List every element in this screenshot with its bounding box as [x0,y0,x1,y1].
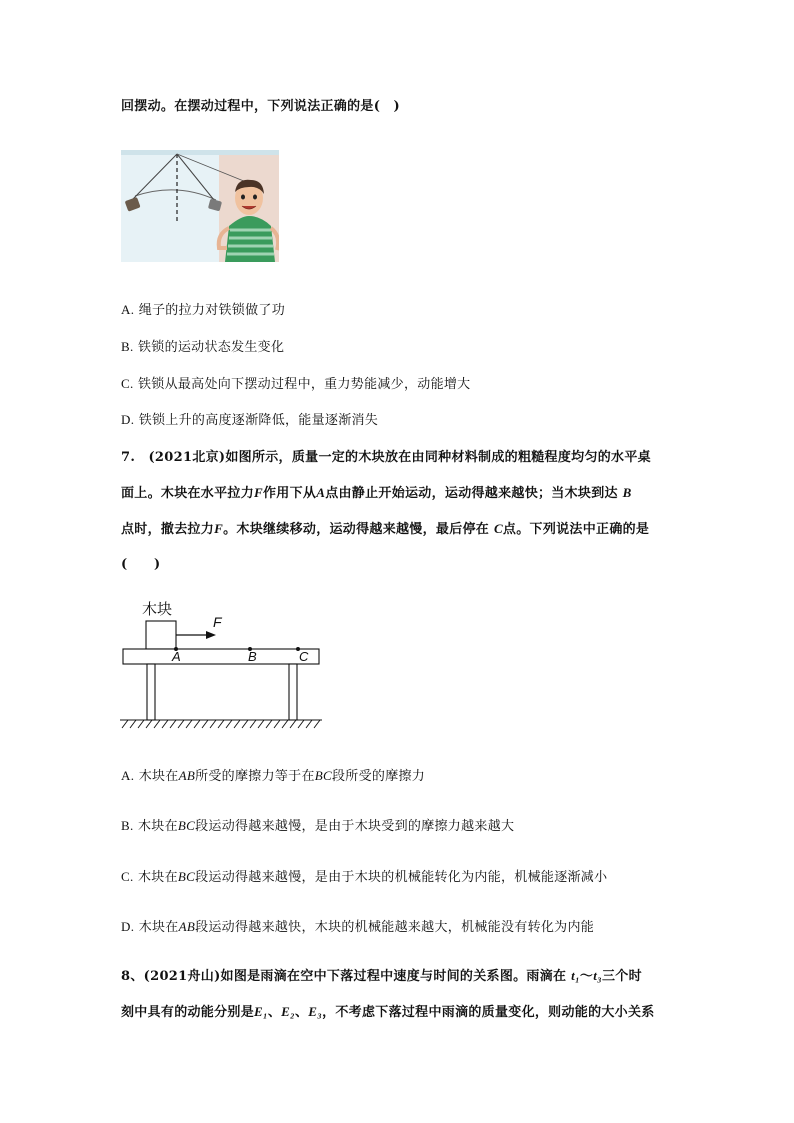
segment-label: BC [314,768,332,783]
text: 面上。木块在水平拉力 [121,486,255,501]
var-e1: E₁ [254,1004,268,1019]
segment-label: BC [177,869,196,884]
arrow-head-icon [206,631,216,639]
force-label: F [213,614,222,630]
q6-stem-tail: 回摆动。在摆动过程中，下列说法正确的是( ) [121,99,400,114]
text: 。木块继续移动，运动得越来越慢，最后停在 [223,522,490,537]
var-e2: E₂ [281,1004,295,1019]
q6-option-d [121,409,378,428]
text: 、 [267,1005,282,1020]
option-letter: B. [121,339,134,354]
segment-label: BC [177,818,196,833]
option-text: 铁锁的运动状态发生变化 [137,340,285,355]
text: 三个时 [601,969,642,984]
text: 段所受的摩擦力 [332,769,426,784]
text: 8、(2021舟山)如图是雨滴在空中下落过程中速度与时间的关系图。雨滴在 [121,969,567,984]
table-leg-right [289,664,297,720]
point-b-label: B [248,649,257,664]
segment-label: AB [178,768,196,783]
q7-stem-line-3 [121,518,649,537]
q7-option-a [121,765,425,784]
text: 点时，撤去拉力 [121,522,215,537]
text: 、 [294,1005,309,1020]
q7-option-b [121,815,514,834]
q6-option-a [121,299,285,318]
wood-block [146,621,176,649]
var-e3: E₃ [308,1004,323,1019]
q6-option-b [121,336,284,355]
text: 木块在 [137,870,178,885]
block-label: 木块 [142,601,173,618]
var-a: A [316,485,326,500]
text: 段运动得越来越快，木块的机械能越来越大，机械能没有转化为内能 [195,920,595,935]
option-letter: D. [121,412,135,427]
option-letter: D. [121,919,135,934]
text: 木块在 [137,819,178,834]
option-letter: B. [121,818,134,833]
q7-answer-paren: ( ) [121,557,161,572]
var-f: F [254,485,263,500]
table-leg-left [147,664,155,720]
option-letter: A. [121,768,135,783]
text: 所受的摩擦力等于在 [195,769,315,784]
text: 段运动得越来越慢，是由于木块受到的摩擦力越来越大 [195,819,515,834]
text: 点。下列说法中正确的是 [502,522,650,537]
var-t3: t₃ [593,968,602,983]
option-text: 铁锁上升的高度逐渐降低，能量逐渐消失 [138,413,379,428]
text: 段运动得越来越慢，是由于木块的机械能转化为内能，机械能逐渐减小 [195,870,608,885]
q7-stem-line-1: 7. (2021北京)如图所示，质量一定的木块放在由同种材料制成的粗糙程度均匀的水平桌 [121,450,651,465]
segment-label: AB [178,919,196,934]
tabletop [123,649,319,664]
q6-option-c [121,373,470,392]
var-c: C [493,521,503,536]
text: 作用下从 [263,486,317,501]
q7-stem-line-2 [121,482,632,501]
q8-stem-line-2 [121,1001,655,1020]
point-c-label: C [299,649,309,664]
ground-hatching [122,720,320,728]
text: 刻中具有的动能分别是 [121,1005,255,1020]
text: 木块在 [138,920,179,935]
var-t1: t₁ [571,968,580,983]
text: ，不考虑下落过程中雨滴的质量变化，则动能的大小关系 [322,1005,655,1020]
option-letter: A. [121,302,135,317]
point-a-label: A [172,649,181,664]
table-block-figure [118,594,324,734]
text: 点由静止开始运动，运动得越来越快；当木块到达 [325,486,618,501]
var-b: B [622,485,632,500]
text: ～ [579,969,594,984]
text: 木块在 [138,769,179,784]
q7-option-d [121,916,594,935]
var-f: F [214,521,224,536]
q7-option-c [121,866,607,885]
option-letter: C. [121,376,134,391]
option-letter: C. [121,869,134,884]
q8-stem-line-1 [121,965,642,984]
pendulum-figure [121,150,279,262]
option-text: 绳子的拉力对铁锁做了功 [138,303,285,318]
option-text: 铁锁从最高处向下摆动过程中，重力势能减少，动能增大 [137,377,471,392]
